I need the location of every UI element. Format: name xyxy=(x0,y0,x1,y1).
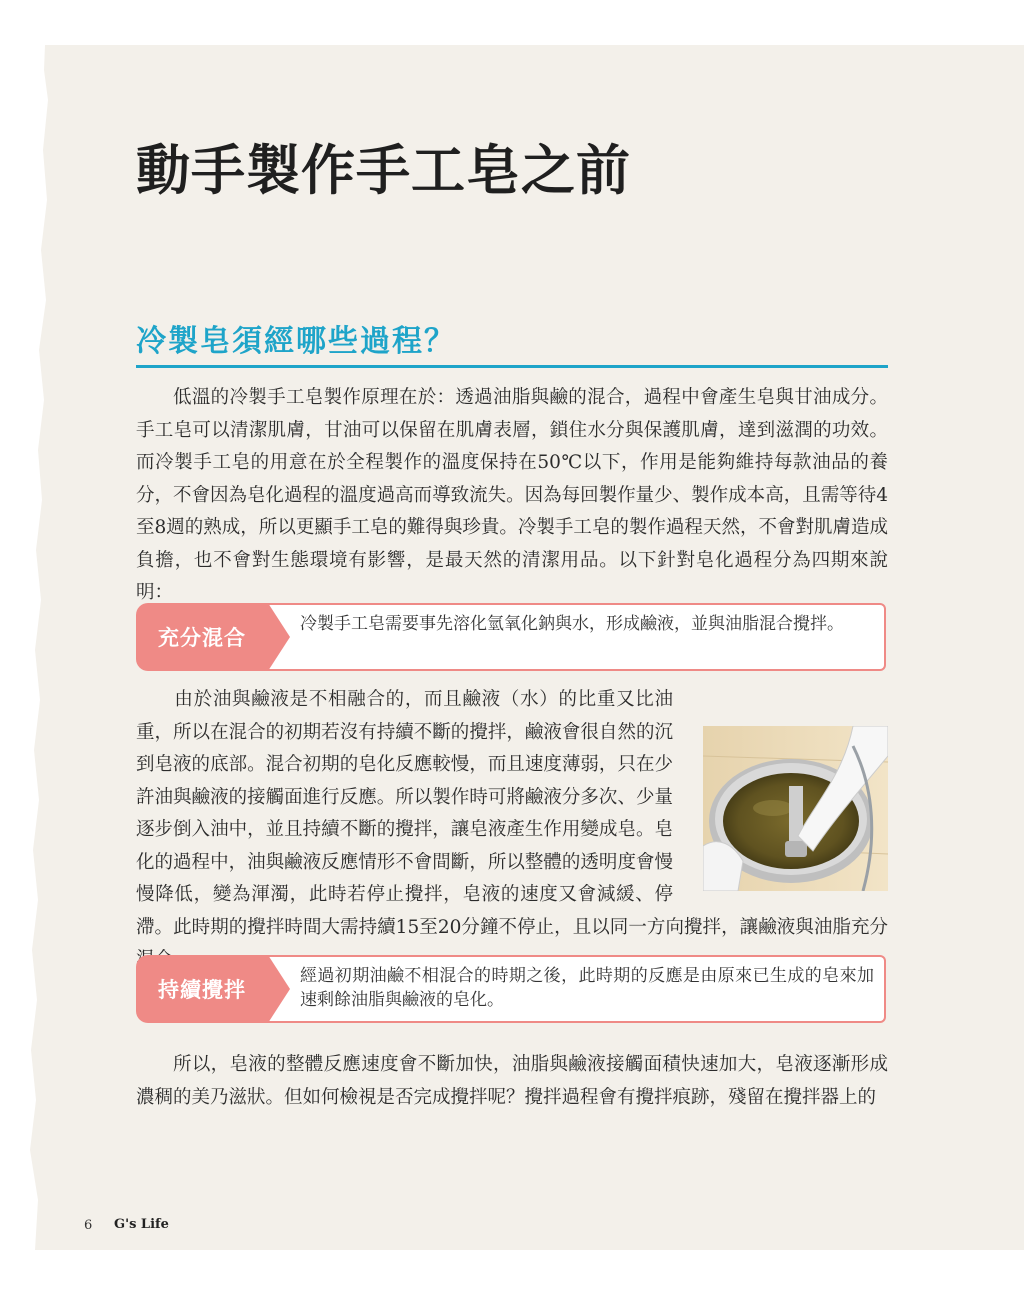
mixing-paragraph: 由於油與鹼液是不相融合的，而且鹼液（水）的比重又比油重，所以在混合的初期若沒有持續不斷的攪拌，鹼液會很自然的沉到皂液的底部。混合初期的皂化反應較慢，而且速度薄弱，只在少許油與鹼液的接觸面進行反應。所以製作時可將鹼液分多次、少量逐步倒入油中，並且持續不斷的攪拌，讓皂液產生作用變成皂。皂化的過程中，油與鹼液反應情形不會間斷，所以整體的透明度會慢慢降低，變為渾濁，此時若停止攪拌，皂液的速度又會減緩、停滯。此時期的攪拌時間大需持續15至20分鐘不停止，且以同一方向攪拌，讓鹼液與油脂充分 xyxy=(136,689,888,938)
page-number: 6 xyxy=(84,1218,93,1233)
callout-label-box xyxy=(136,603,268,671)
callout-stirring xyxy=(136,955,888,1023)
section-divider xyxy=(136,365,888,368)
callout-text-box xyxy=(268,603,886,671)
stirring-paragraph: 所以，皂液的整體反應速度會不斷加快，油脂與鹼液接觸面積快速加大，皂液逐漸形成濃稠的美乃滋狀。但如何檢視是否完成攪拌呢？攪拌過程會有攪拌痕跡，殘留在攪拌器上的 xyxy=(136,1054,888,1108)
brand-logo: G's Life xyxy=(114,1217,169,1232)
section-heading: 冷製皂須經哪些過程？ xyxy=(136,324,456,359)
mixing-paragraph-block xyxy=(136,684,888,944)
callout-text: 經過初期油鹼不相混合的時期之後，此時期的反應是由原來已生成的皂來加速剩餘油脂與鹼液的皂化。 xyxy=(300,966,874,1010)
callout-text-box xyxy=(268,955,886,1023)
callout-arrow xyxy=(268,603,290,671)
callout-label: 充分混合 xyxy=(158,626,246,650)
page-footer xyxy=(0,1218,1024,1238)
intro-paragraph: 低溫的冷製手工皂製作原理在於：透過油脂與鹼的混合，過程中會產生皂與甘油成分。手工皂可以清潔肌膚，甘油可以保留在肌膚表層，鎖住水分與保護肌膚，達到滋潤的功效。而冷製手工皂的用意在於全程製作的溫度保持在50℃以下，作用是能夠維持每款油品的養分，不會因為皂化過程的溫度過高而導致流失。因為每回製作量少、製作成本高，且需等待4至8週的熟成，所以更顯手工皂的難得與珍貴。冷製手工皂的製作過程天然，不會對肌膚造成負擔，也不會對生態環境有影響，是最天然的清潔用品。以下針對皂化過程分為四期來說明： xyxy=(136,387,888,603)
callout-label: 持續攪拌 xyxy=(158,978,246,1002)
callout-arrow xyxy=(268,955,290,1023)
page-title: 動手製作手工皂之前 xyxy=(136,138,631,202)
callout-text: 冷製手工皂需要事先溶化氫氧化鈉與水，形成鹼液，並與油脂混合攪拌。 xyxy=(300,614,844,634)
callout-label-box xyxy=(136,955,268,1023)
callout-mixing xyxy=(136,603,888,671)
soap-mixing-photo xyxy=(703,726,888,891)
